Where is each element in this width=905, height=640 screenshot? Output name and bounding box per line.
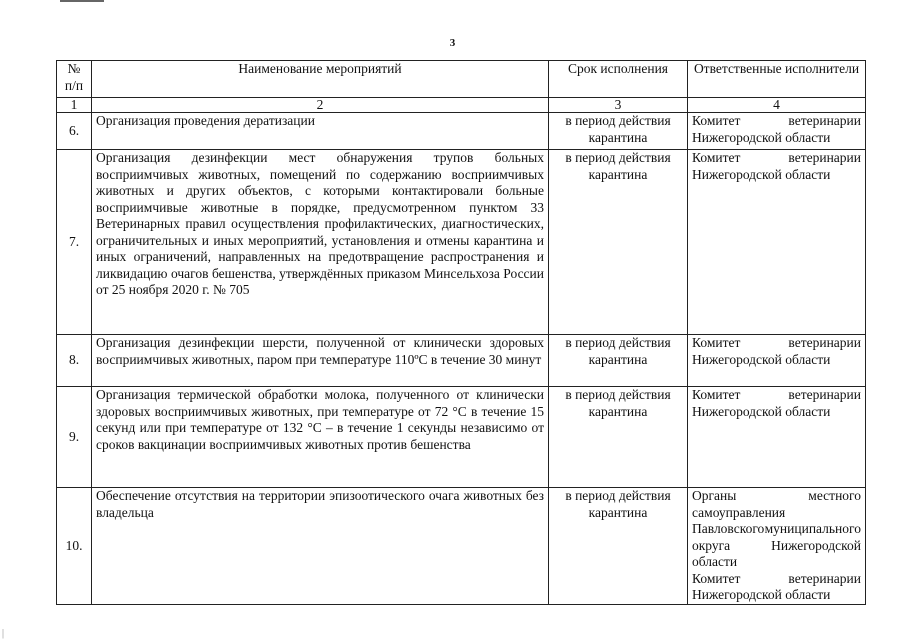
executor-line xyxy=(692,167,861,184)
executor-text: Нижегородской области xyxy=(692,166,831,182)
executor-text: округа Нижегородской области xyxy=(692,537,861,569)
executor-line xyxy=(692,538,861,571)
executor-line xyxy=(692,587,861,604)
header-name: Наименование мероприятий xyxy=(92,61,549,98)
executor-text: Комитет xyxy=(692,113,741,128)
responsible-executors xyxy=(688,488,866,605)
executor-text: Комитет xyxy=(692,387,741,402)
column-index-2: 2 xyxy=(92,98,549,113)
executor-text: муниципального xyxy=(764,521,861,536)
table-header-row xyxy=(57,61,866,98)
measure-name: Обеспечение отсутствия на территории эпизоотического очага животных без владельца xyxy=(92,488,549,605)
executor-text: Нижегородской области xyxy=(692,129,831,145)
table-row xyxy=(57,488,866,605)
responsible-executors xyxy=(688,150,866,335)
responsible-executors xyxy=(688,113,866,150)
executor-line xyxy=(692,521,861,538)
measure-name: Организация термической обработки молока, полученного от клинически здоровых восприимчивых животных, при температуре от 72 °С в течение 15 секунд или при температуре от 132 °С – в течение 1 секунды независимо от сроков вакцинации восприимчивых животных против бешенства xyxy=(92,387,549,488)
header-num-abbr: п/п xyxy=(64,77,84,93)
executor-text: ветеринарии xyxy=(788,113,861,128)
responsible-executors xyxy=(688,335,866,387)
executor-text: ветеринарии xyxy=(788,570,861,586)
column-index-1: 1 xyxy=(57,98,92,113)
executor-text: Комитет xyxy=(692,150,741,165)
row-number: 10. xyxy=(57,488,92,605)
measures-table xyxy=(56,60,866,605)
row-number: 7. xyxy=(57,150,92,335)
header-term: Срок исполнения xyxy=(549,61,688,98)
page-number: 3 xyxy=(449,37,456,49)
executor-line xyxy=(692,387,861,404)
measure-term: в период действия карантина xyxy=(549,387,688,488)
measure-term: в период действия карантина xyxy=(549,150,688,335)
table-row xyxy=(57,150,866,335)
row-number: 9. xyxy=(57,387,92,488)
executor-line xyxy=(692,404,861,421)
executor-text: Органы местного самоуправления xyxy=(692,488,861,520)
table-row xyxy=(57,335,866,387)
header-num-sign: № xyxy=(67,61,81,76)
executor-text: Комитет xyxy=(692,570,741,586)
table-row xyxy=(57,113,866,150)
executor-text: Нижегородской области xyxy=(692,587,831,602)
measure-name: Организация дезинфекции шерсти, полученной от клинически здоровых восприимчивых животных, паром при температуре 110ºС в течение 30 минут xyxy=(92,335,549,387)
executor-line xyxy=(692,571,861,588)
column-index-4: 4 xyxy=(688,98,866,113)
executor-line xyxy=(692,352,861,369)
column-index-row xyxy=(57,98,866,113)
executor-text: ветеринарии xyxy=(788,150,861,165)
executor-text: Павловского xyxy=(692,521,765,536)
table-row xyxy=(57,387,866,488)
measure-term: в период действия карантина xyxy=(549,335,688,387)
executor-text: Комитет xyxy=(692,335,741,350)
measure-name: Организация проведения дератизации xyxy=(92,113,549,150)
row-number: 6. xyxy=(57,113,92,150)
measure-term: в период действия карантина xyxy=(549,113,688,150)
measure-name: Организация дезинфекции мест обнаружения трупов больных восприимчивых животных, помещений по содержанию восприимчивых животных и других объектов, с которыми контактировали больные восприимчивые животные в порядке, предусмотренном пунктом 33 Ветеринарных правил осуществления профилактических, диагностических, ограничительных и иных мероприятий, установления и отмены карантина и иных ограничений, направленных на предотвращение распространения и ликвидацию очагов бешенства, утверждённых приказом Минсельхоза России от 25 ноября 2020 г. № 705 xyxy=(92,150,549,335)
header-exec: Ответственные исполнители xyxy=(688,61,866,98)
measure-term: в период действия карантина xyxy=(549,488,688,605)
executor-text: ветеринарии xyxy=(788,387,861,402)
scan-margin-mark: | xyxy=(2,628,5,639)
row-number: 8. xyxy=(57,335,92,387)
column-index-3: 3 xyxy=(549,98,688,113)
executor-text: Нижегородской области xyxy=(692,403,831,419)
responsible-executors xyxy=(688,387,866,488)
executor-line xyxy=(692,150,861,167)
executor-line xyxy=(692,113,861,130)
header-num xyxy=(57,61,92,98)
scan-edge-mark xyxy=(60,0,104,2)
executor-line xyxy=(692,488,861,521)
executor-line xyxy=(692,130,861,147)
executor-line xyxy=(692,335,861,352)
executor-text: ветеринарии xyxy=(788,335,861,350)
executor-text: Нижегородской области xyxy=(692,351,831,367)
